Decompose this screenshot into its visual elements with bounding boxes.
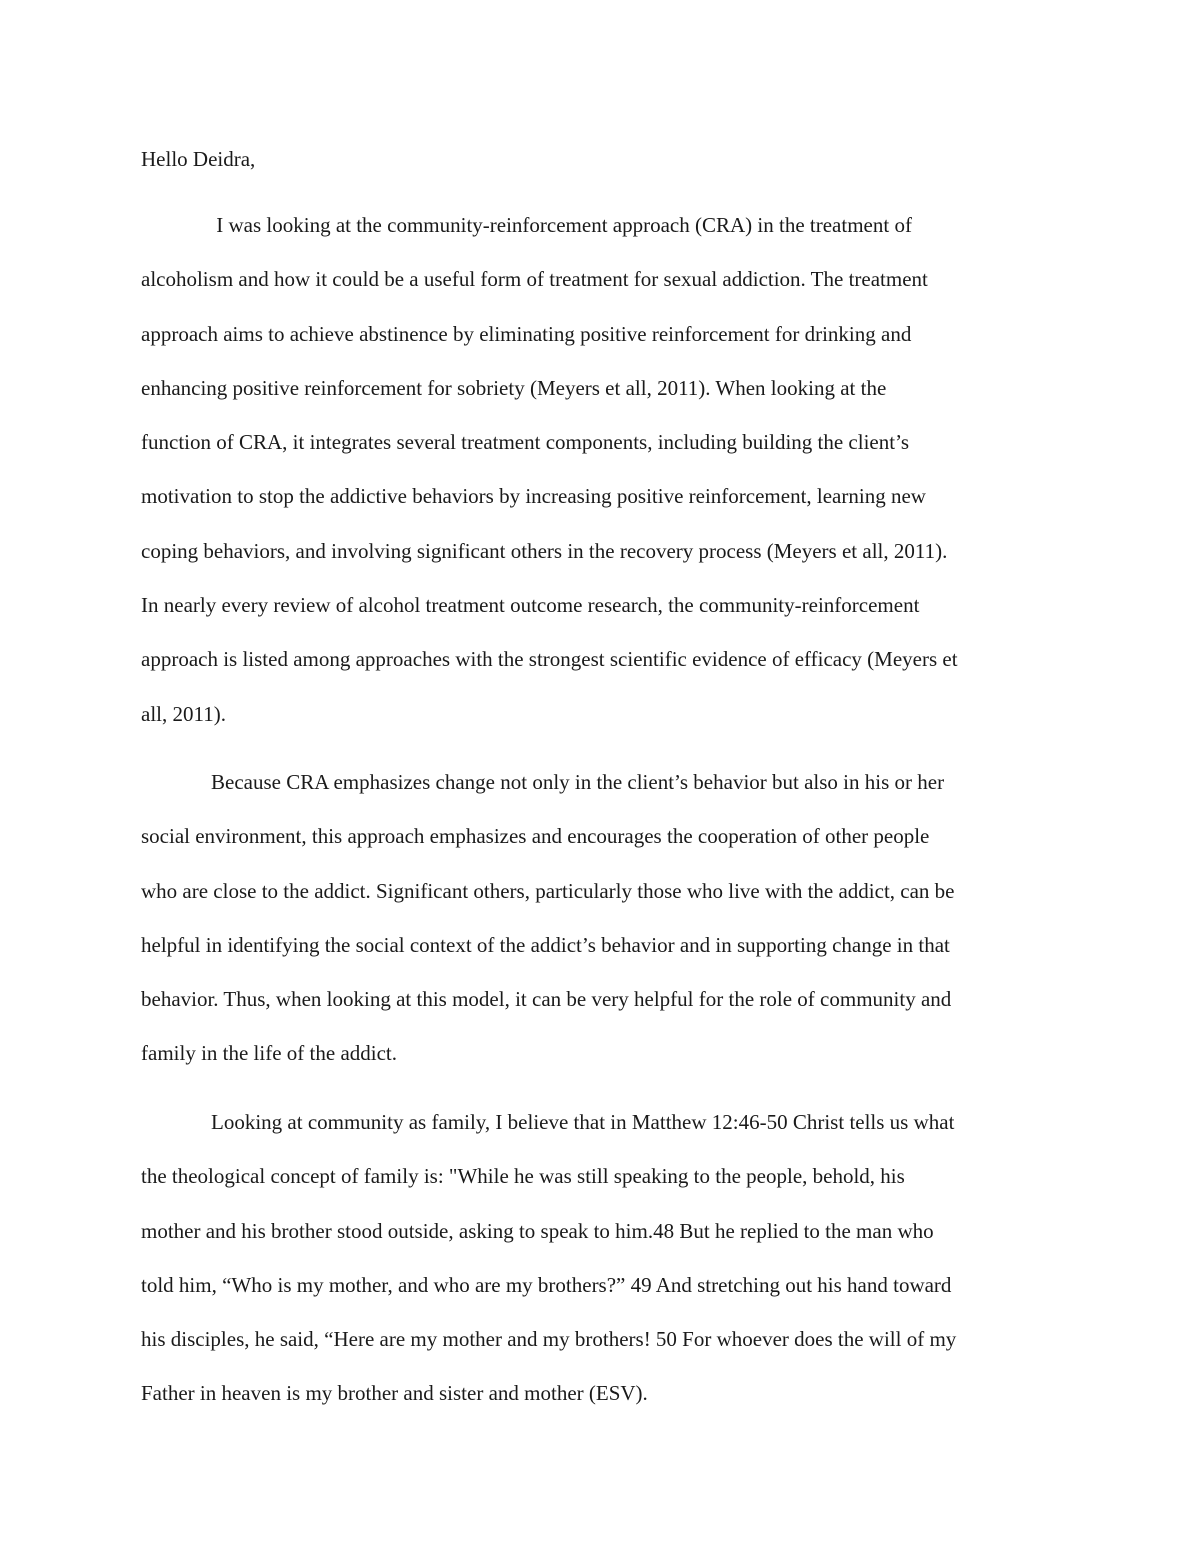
paragraph-line: told him, “Who is my mother, and who are my brothers?” 49 And stretching out his hand toward (141, 1272, 952, 1297)
paragraph-line: enhancing positive reinforcement for sobriety (Meyers et all, 2011). When looking at the (141, 375, 887, 400)
paragraph-line: approach is listed among approaches with the strongest scientific evidence of efficacy (Meyers et (141, 647, 958, 672)
paragraph-line: behavior. Thus, when looking at this model, it can be very helpful for the role of community and (141, 987, 952, 1012)
paragraph-line: coping behaviors, and involving significant others in the recovery process (Meyers et all, 2011). (141, 538, 948, 563)
paragraph-line: who are close to the addict. Significant others, particularly those who live with the addict, can be (141, 878, 955, 903)
paragraph-1 (141, 198, 1061, 741)
paragraph-line: helpful in identifying the social context of the addict’s behavior and in supporting change in that (141, 932, 950, 957)
paragraph-3 (141, 1095, 1061, 1421)
paragraph-line: his disciples, he said, “Here are my mother and my brothers! 50 For whoever does the will of my (141, 1327, 957, 1352)
paragraph-line: Because CRA emphasizes change not only in the client’s behavior but also in his or her (211, 770, 945, 794)
paragraph-2 (141, 755, 1061, 1081)
paragraph-line: I was looking at the community-reinforcement approach (CRA) in the treatment of (211, 213, 912, 237)
paragraph-line: social environment, this approach emphasizes and encourages the cooperation of other people (141, 824, 930, 849)
paragraph-line: the theological concept of family is: "While he was still speaking to the people, behold, his (141, 1164, 905, 1189)
paragraph-line: motivation to stop the addictive behaviors by increasing positive reinforcement, learning new (141, 484, 926, 509)
paragraph-line: approach aims to achieve abstinence by eliminating positive reinforcement for drinking and (141, 321, 912, 346)
paragraph-line: mother and his brother stood outside, asking to speak to him.48 But he replied to the man who (141, 1218, 934, 1243)
greeting: Hello Deidra, (141, 147, 256, 171)
paragraph-line: In nearly every review of alcohol treatment outcome research, the community-reinforcement (141, 593, 920, 618)
paragraph-line: function of CRA, it integrates several treatment components, including building the client’s (141, 430, 910, 455)
paragraph-line: Father in heaven is my brother and sister and mother (ESV). (141, 1381, 648, 1406)
paragraph-line: all, 2011). (141, 701, 226, 726)
paragraph-line: Looking at community as family, I believe that in Matthew 12:46-50 Christ tells us what (211, 1110, 955, 1134)
paragraph-line: family in the life of the addict. (141, 1041, 397, 1066)
paragraph-line: alcoholism and how it could be a useful form of treatment for sexual addiction. The treatment (141, 267, 928, 292)
